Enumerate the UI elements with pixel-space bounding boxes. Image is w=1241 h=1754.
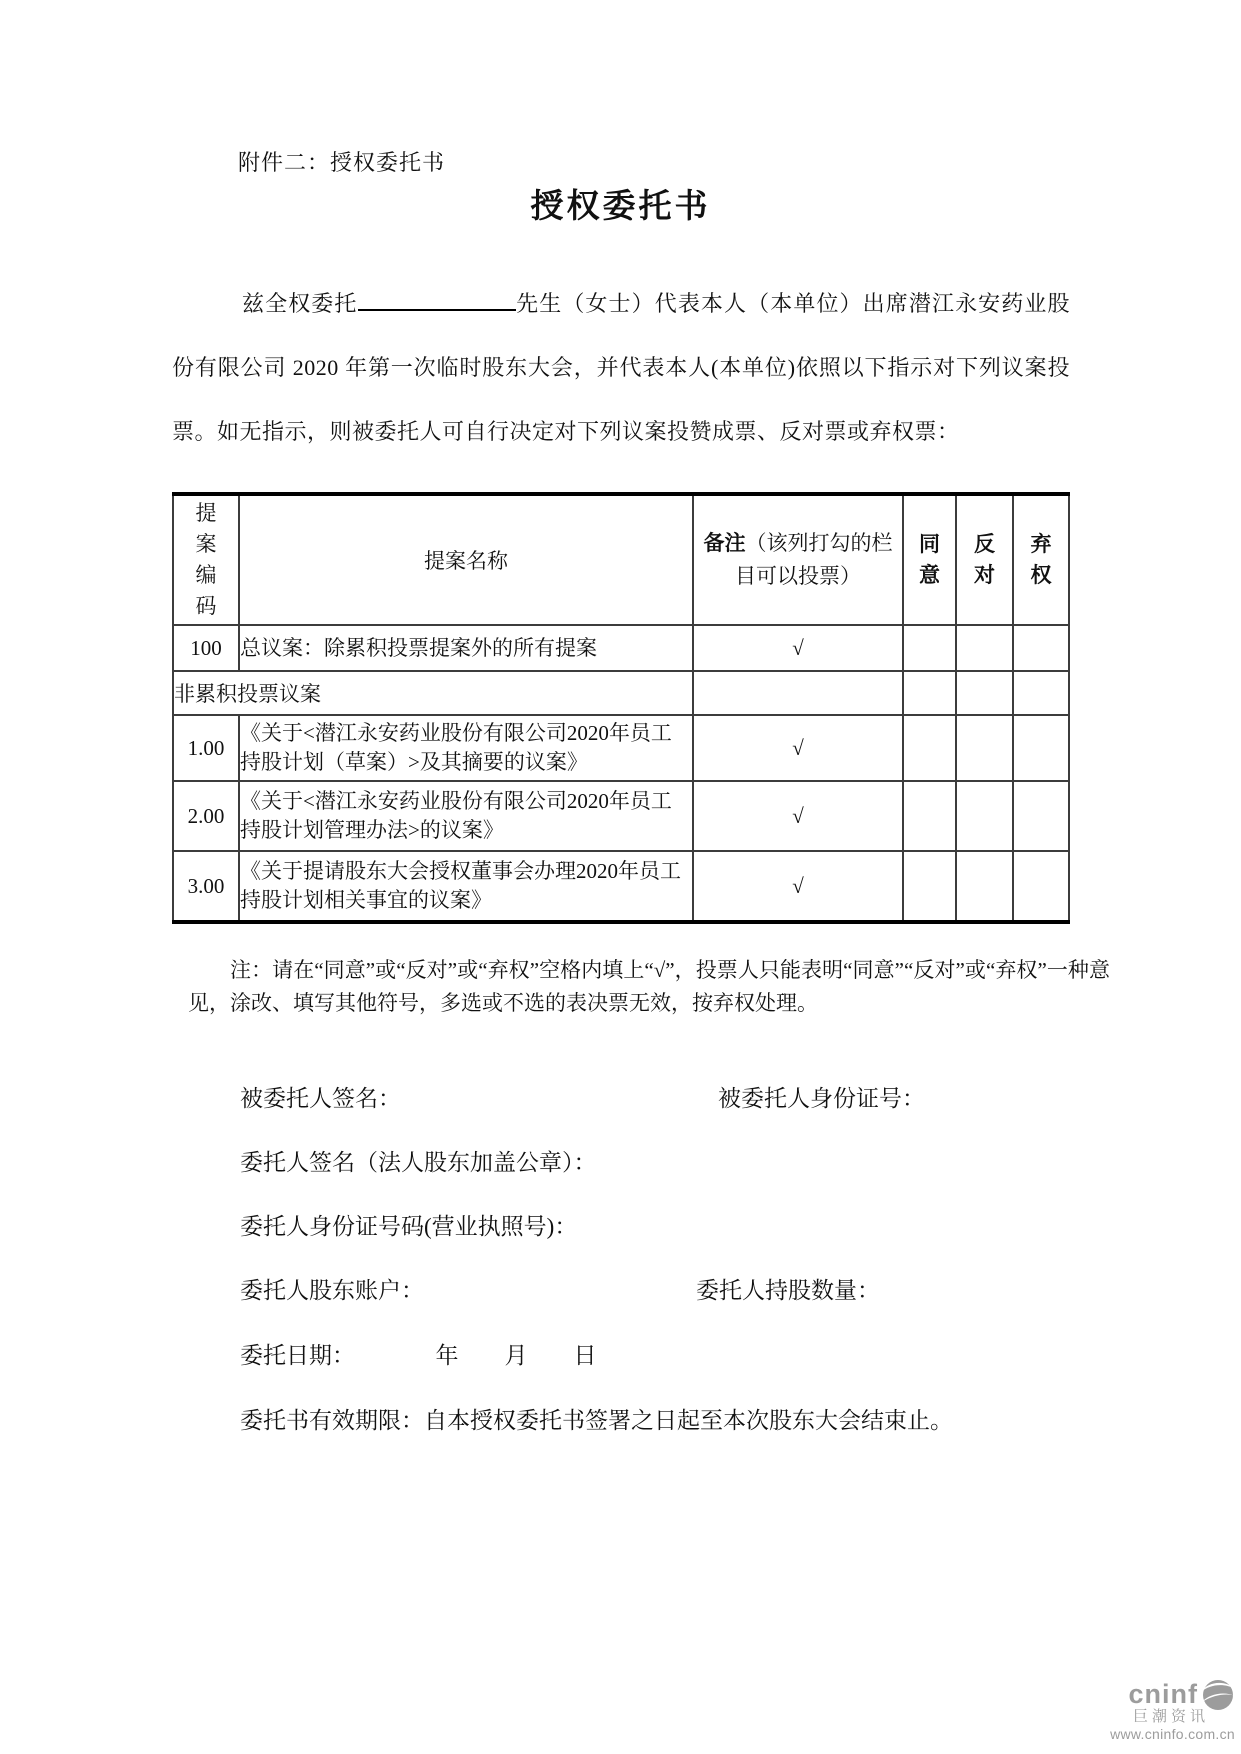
abstain-cell [1013,625,1069,671]
principal-id-label: 委托人身份证号码(营业执照号)： [240,1214,578,1239]
signature-line-4 [0,1272,1241,1304]
section-label-cell: 非累积投票议案 [173,671,693,715]
note-paragraph: 注：请在“同意”或“反对”或“弃权”空格内填上“√”，投票人只能表明“同意”“反对”或“弃权”一种意见，涂改、填写其他符号，多选或不选的表决票无效，按弃权处理。 [188,958,1110,1015]
proposal-name-cell: 《关于<潜江永安药业股份有限公司2020年员工持股计划（草案）>及其摘要的议案》 [239,715,693,781]
header-proposal-code: 提案编码 [173,494,239,625]
proposal-code-cell: 100 [173,625,239,671]
signature-line-1 [0,1080,1241,1112]
abstain-cell [1013,715,1069,781]
voting-table [172,492,1070,924]
against-cell [956,671,1013,715]
remark-cell-checkmark: √ [693,851,903,922]
remark-note: （该列打勾的栏目可以投票） [735,531,893,588]
table-row [173,781,1069,851]
table-row [173,851,1069,922]
header-against: 反对 [956,494,1013,625]
date-label: 委托日期： 年 月 日 [240,1343,597,1368]
cninfo-logo-icon [1201,1679,1235,1711]
against-cell [956,625,1013,671]
signature-line-5 [0,1337,1241,1369]
agree-cell [903,715,956,781]
proposal-name-cell: 《关于<潜江永安药业股份有限公司2020年员工持股计划管理办法>的议案》 [239,781,693,851]
page-title: 授权委托书 [530,187,711,224]
table-row [173,715,1069,781]
header-agree: 同意 [903,494,956,625]
header-remark [693,494,903,625]
proxy-name-blank [358,287,516,311]
against-cell [956,715,1013,781]
signature-line-2 [0,1144,1241,1176]
agree-cell [903,671,956,715]
agree-cell [903,851,956,922]
validity-label: 委托书有效期限：自本授权委托书签署之日起至本次股东大会结束止。 [240,1408,953,1433]
intro-paragraph [172,272,1070,464]
cninfo-brand-row [1110,1679,1235,1711]
principal-signature-label: 委托人签名（法人股东加盖公章）： [240,1150,597,1175]
attachment-label: 附件二：授权委托书 [238,150,446,175]
intro-text-after: 先生（女士）代表本人（本单位）出席潜江永安药业股份有限公司 2020 年第一次临时股东大会，并代表本人(本单位)依照以下指示对下列议案投票。如无指示，则被委托人可自行决定对下列议案投赞成票、反对票或弃权票： [172,291,1070,444]
principal-account-label: 委托人股东账户： [240,1278,424,1303]
abstain-cell [1013,781,1069,851]
proxy-id-label: 被委托人身份证号： [718,1086,925,1111]
against-cell [956,781,1013,851]
remark-cell-checkmark: √ [693,781,903,851]
agree-cell [903,625,956,671]
header-abstain: 弃权 [1013,494,1069,625]
intro-text-before: 兹全权委托 [242,291,358,316]
remark-cell [693,671,903,715]
proposal-name-cell: 《关于提请股东大会授权董事会办理2020年员工持股计划相关事宜的议案》 [239,851,693,922]
proposal-code-cell: 2.00 [173,781,239,851]
proposal-code-cell: 1.00 [173,715,239,781]
against-cell [956,851,1013,922]
proposal-code-cell: 3.00 [173,851,239,922]
proposal-name-cell: 总议案：除累积投票提案外的所有提案 [239,625,693,671]
cninfo-brand-text: cninf [1128,1679,1198,1710]
table-row [173,671,1069,715]
principal-shares-label: 委托人持股数量： [696,1278,880,1303]
table-row [173,625,1069,671]
header-proposal-name: 提案名称 [239,494,693,625]
signature-line-3 [0,1208,1241,1240]
signature-line-6 [0,1402,1241,1434]
abstain-cell [1013,671,1069,715]
table-header-row [173,494,1069,625]
cninfo-cn-name: 巨潮资讯 [1132,1707,1209,1725]
cninfo-url: www.cninfo.com.cn [1110,1725,1235,1742]
remark-bold-label: 备注 [703,532,746,555]
remark-cell-checkmark: √ [693,715,903,781]
abstain-cell [1013,851,1069,922]
remark-cell-checkmark: √ [693,625,903,671]
agree-cell [903,781,956,851]
proxy-signature-label: 被委托人签名： [240,1086,401,1111]
cninfo-watermark [1110,1679,1235,1742]
